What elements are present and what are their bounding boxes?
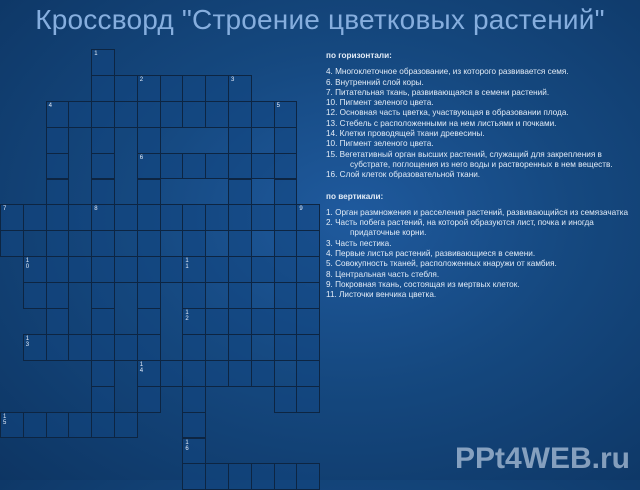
crossword-cell[interactable] xyxy=(251,101,275,128)
clue-horizontal: 4. Многоклеточное образование, из которого развивается семя. xyxy=(326,67,569,77)
cell-number: 16 xyxy=(185,439,189,452)
crossword-cell[interactable] xyxy=(137,334,161,361)
crossword-cell[interactable] xyxy=(46,153,70,180)
clue-vertical: 8. Центральная часть стебля. xyxy=(326,269,440,279)
crossword-cell[interactable] xyxy=(182,360,206,387)
crossword-cell[interactable] xyxy=(296,256,320,283)
crossword-cell[interactable] xyxy=(274,127,298,154)
crossword-cell[interactable] xyxy=(182,256,206,283)
crossword-cell[interactable] xyxy=(205,153,229,180)
crossword-cell[interactable] xyxy=(205,75,229,102)
crossword-cell[interactable] xyxy=(274,153,298,180)
crossword-cell[interactable] xyxy=(114,101,138,128)
crossword-cell[interactable] xyxy=(46,127,70,154)
crossword-cell[interactable] xyxy=(182,334,206,361)
clue-horizontal: 7. Питательная ткань, развивающаяся в семени растений. xyxy=(326,87,550,97)
crossword-cell[interactable] xyxy=(228,153,252,180)
crossword-cell[interactable] xyxy=(274,101,298,128)
crossword-cell[interactable] xyxy=(296,204,320,231)
crossword-cell[interactable] xyxy=(228,334,252,361)
crossword-cell[interactable] xyxy=(114,75,138,102)
crossword-cell[interactable] xyxy=(274,179,298,206)
crossword-cell[interactable] xyxy=(46,256,70,283)
crossword-cell[interactable] xyxy=(296,308,320,335)
clues-panel xyxy=(326,51,636,301)
crossword-cell[interactable] xyxy=(91,204,115,231)
crossword-cell[interactable] xyxy=(68,412,92,439)
cell-number: 14 xyxy=(139,361,144,374)
crossword-cell[interactable] xyxy=(228,256,252,283)
cell-number: 11 xyxy=(185,258,189,271)
crossword-cell[interactable] xyxy=(228,308,252,335)
crossword-cell[interactable] xyxy=(23,204,47,231)
crossword-cell[interactable] xyxy=(91,179,115,206)
crossword-cell[interactable] xyxy=(274,256,298,283)
crossword-cell[interactable] xyxy=(274,463,298,490)
crossword-cell[interactable] xyxy=(91,49,115,76)
crossword-cell[interactable] xyxy=(182,463,206,490)
cell-number: 13 xyxy=(25,335,30,348)
crossword-cell[interactable] xyxy=(251,204,275,231)
crossword-cell[interactable] xyxy=(91,360,115,387)
crossword-cell[interactable] xyxy=(91,282,115,309)
clue-vertical: 3. Часть пестика. xyxy=(326,238,392,248)
crossword-cell[interactable] xyxy=(23,282,47,309)
crossword-cell[interactable] xyxy=(160,101,184,128)
crossword-cell[interactable] xyxy=(251,360,275,387)
crossword-cell[interactable] xyxy=(68,256,92,283)
cell-number: 10 xyxy=(25,258,30,271)
crossword-cell[interactable] xyxy=(228,463,252,490)
crossword-cell[interactable] xyxy=(137,282,161,309)
crossword-cell[interactable] xyxy=(251,256,275,283)
crossword-cell[interactable] xyxy=(114,256,138,283)
cell-number: 12 xyxy=(185,310,189,322)
watermark: PPt4WEB.ru xyxy=(454,442,630,475)
cell-number: 6 xyxy=(139,154,144,161)
crossword-cell[interactable] xyxy=(274,230,298,257)
crossword-cell[interactable] xyxy=(23,334,47,361)
crossword-cell[interactable] xyxy=(68,101,92,128)
crossword-cell[interactable] xyxy=(182,438,206,465)
crossword-cell[interactable] xyxy=(274,386,298,413)
crossword-cell[interactable] xyxy=(182,230,206,257)
clue-vertical: 9. Покровная ткань, состоящая из мертвых клеток. xyxy=(326,279,520,289)
crossword-cell[interactable] xyxy=(296,334,320,361)
crossword-cell[interactable] xyxy=(296,386,320,413)
crossword-cell[interactable] xyxy=(160,360,184,387)
clue-horizontal: 13. Стебель с расположенными на нем листьями и почками. xyxy=(326,118,557,128)
clue-horizontal: 10. Пигмент зеленого цвета. xyxy=(326,139,434,149)
crossword-cell[interactable] xyxy=(91,153,115,180)
cell-number: 3 xyxy=(231,76,235,83)
cell-number: 5 xyxy=(276,102,280,109)
crossword-cell[interactable] xyxy=(114,412,138,439)
crossword-cell[interactable] xyxy=(160,153,184,180)
crossword-cell[interactable] xyxy=(205,256,229,283)
crossword-cell[interactable] xyxy=(91,334,115,361)
cell-number: 4 xyxy=(48,102,52,109)
crossword-cell[interactable] xyxy=(296,360,320,387)
crossword-cell[interactable] xyxy=(91,127,115,154)
crossword-cell[interactable] xyxy=(91,230,115,257)
clue-vertical: 2. Часть побега растений, на которой образуются лист, почка и иногда придаточные корни. xyxy=(326,218,594,238)
crossword-cell[interactable] xyxy=(160,204,184,231)
crossword-cell[interactable] xyxy=(205,308,229,335)
clue-vertical: 1. Орган размножения и расселения растений, развивающийся из семязачатка xyxy=(326,207,629,217)
crossword-cell[interactable] xyxy=(228,179,252,206)
horizontal-heading: по горизонтали: xyxy=(326,51,392,60)
cell-number: 9 xyxy=(299,206,303,213)
crossword-cell[interactable] xyxy=(46,282,70,309)
crossword-cell[interactable] xyxy=(274,334,298,361)
crossword-cell[interactable] xyxy=(137,127,161,154)
crossword-cell[interactable] xyxy=(137,179,161,206)
crossword-cell[interactable] xyxy=(137,230,161,257)
clue-vertical: 4. Первые листья растений, развивающиеся в семени. xyxy=(326,249,536,259)
cell-number: 1 xyxy=(94,51,98,57)
crossword-cell[interactable] xyxy=(137,360,161,387)
crossword-cell[interactable] xyxy=(205,360,229,387)
crossword-cell[interactable] xyxy=(228,282,252,309)
crossword-cell[interactable] xyxy=(46,412,70,439)
cell-number: 15 xyxy=(3,413,7,426)
crossword-cell[interactable] xyxy=(296,463,320,490)
crossword-cell[interactable] xyxy=(160,256,184,283)
crossword-cell[interactable] xyxy=(46,204,70,231)
crossword-cell[interactable] xyxy=(251,308,275,335)
crossword-cell[interactable] xyxy=(68,204,92,231)
crossword-cell[interactable] xyxy=(114,334,138,361)
crossword-cell[interactable] xyxy=(23,412,47,439)
cell-number: 8 xyxy=(94,206,98,213)
crossword-cell[interactable] xyxy=(0,204,24,231)
page-title: Кроссворд "Строение цветковых растений" xyxy=(35,4,605,35)
crossword-cell[interactable] xyxy=(228,101,252,128)
crossword-cell[interactable] xyxy=(0,230,24,257)
crossword-cell[interactable] xyxy=(91,101,115,128)
clue-horizontal: 6. Внутренний слой коры. xyxy=(326,77,424,87)
crossword-cell[interactable] xyxy=(91,256,115,283)
crossword-cell[interactable] xyxy=(46,101,70,128)
crossword-cell[interactable] xyxy=(296,282,320,309)
crossword-cell[interactable] xyxy=(205,204,229,231)
vertical-heading: по вертикали: xyxy=(326,191,384,201)
clue-vertical: 11. Листочки венчика цветка. xyxy=(326,290,437,300)
crossword-cell[interactable] xyxy=(137,308,161,335)
crossword-cell[interactable] xyxy=(296,230,320,257)
clue-horizontal: 14. Клетки проводящей ткани древесины. xyxy=(326,129,485,139)
crossword-cell[interactable] xyxy=(182,101,206,128)
crossword-cell[interactable] xyxy=(205,101,229,128)
crossword-cell[interactable] xyxy=(228,75,252,102)
crossword-cell[interactable] xyxy=(91,75,115,102)
crossword-cell[interactable] xyxy=(182,75,206,102)
clue-horizontal: 16. Слой клеток образовательной ткани. xyxy=(326,170,481,180)
crossword-cell[interactable] xyxy=(205,463,229,490)
crossword-cell[interactable] xyxy=(46,334,70,361)
crossword-cell[interactable] xyxy=(182,412,206,439)
crossword-cell[interactable] xyxy=(23,256,47,283)
crossword-cell[interactable] xyxy=(228,360,252,387)
crossword-cell[interactable] xyxy=(274,204,298,231)
crossword-cell[interactable] xyxy=(46,179,70,206)
crossword-cell[interactable] xyxy=(182,153,206,180)
crossword-cell[interactable] xyxy=(251,153,275,180)
crossword-cell[interactable] xyxy=(182,386,206,413)
crossword-cell[interactable] xyxy=(137,75,161,102)
clue-vertical: 5. Совокупность тканей, расположенных кнаружи от камбия. xyxy=(326,259,557,269)
crossword-cell[interactable] xyxy=(182,308,206,335)
crossword-cell[interactable] xyxy=(91,386,115,413)
crossword-cell[interactable] xyxy=(228,204,252,231)
crossword-cell[interactable] xyxy=(91,308,115,335)
crossword-cell[interactable] xyxy=(0,412,24,439)
crossword-cell[interactable] xyxy=(137,256,161,283)
crossword-cell[interactable] xyxy=(46,308,70,335)
crossword-cell[interactable] xyxy=(137,386,161,413)
clue-horizontal: 12. Основная часть цветка, участвующая в образовании плода. xyxy=(326,108,569,118)
clue-horizontal: 10. Пигмент зеленого цвета. xyxy=(326,98,434,108)
crossword-cell[interactable] xyxy=(182,204,206,231)
crossword-cell[interactable] xyxy=(160,75,184,102)
crossword-cell[interactable] xyxy=(182,282,206,309)
crossword-cell[interactable] xyxy=(68,334,92,361)
crossword-cell[interactable] xyxy=(228,127,252,154)
crossword-cell[interactable] xyxy=(137,204,161,231)
cell-number: 7 xyxy=(3,206,7,213)
crossword-cell[interactable] xyxy=(274,282,298,309)
clue-horizontal: 15. Вегетативный орган высших растений, служащий для закрепления в субстрате, поглощения из него воды и растворенных в нем веществ. xyxy=(326,149,613,169)
crossword-cell[interactable] xyxy=(228,230,252,257)
crossword-cell[interactable] xyxy=(251,463,275,490)
crossword-cell[interactable] xyxy=(114,204,138,231)
crossword-cell[interactable] xyxy=(91,412,115,439)
crossword-cell[interactable] xyxy=(274,308,298,335)
cell-number: 2 xyxy=(139,76,144,83)
crossword-cell[interactable] xyxy=(137,101,161,128)
crossword-cell[interactable] xyxy=(137,153,161,180)
crossword-cell[interactable] xyxy=(46,230,70,257)
